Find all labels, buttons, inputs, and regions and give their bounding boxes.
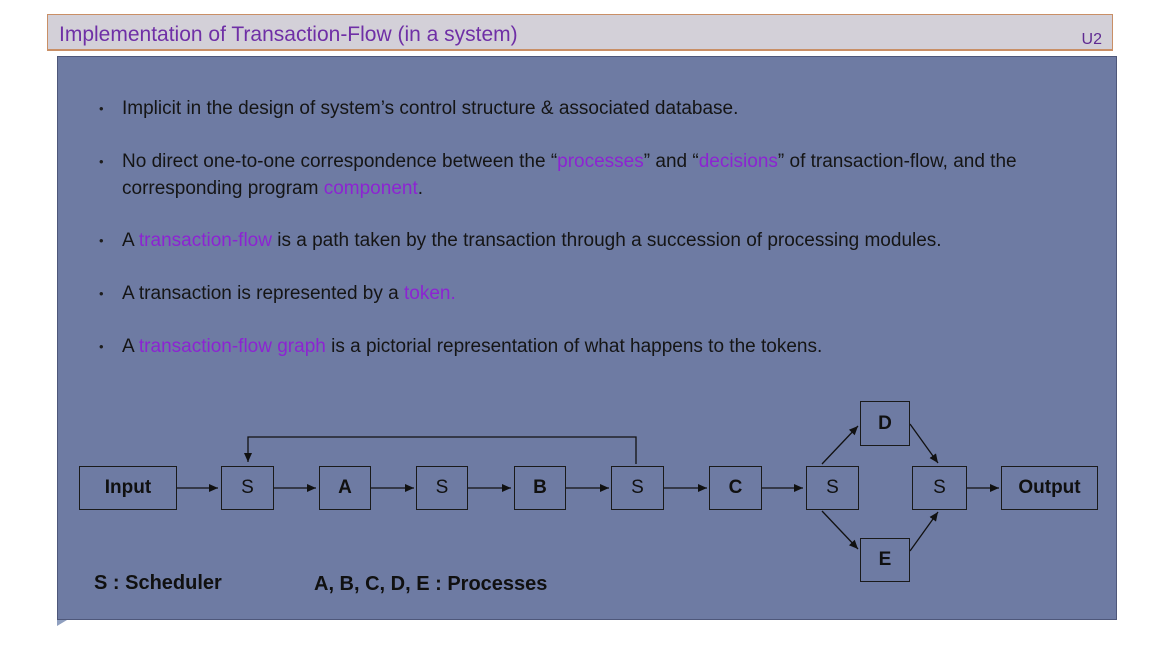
bullet-text-run: is a pictorial representation of what happens to the tokens. (325, 336, 823, 357)
node-label: B (533, 477, 547, 498)
node-label: E (878, 549, 892, 570)
unit-label: U2 (1081, 31, 1102, 48)
bullet-text-run: ” of transaction-flow, and the corresponding program (122, 151, 1017, 199)
bullet-dot-icon: • (99, 233, 104, 248)
bullet-text-run: No direct one-to-one correspondence between the “ (122, 151, 558, 172)
legend-scheduler: S : Scheduler (94, 572, 222, 594)
bullet-dot-icon: • (99, 154, 104, 169)
node-label: A (338, 477, 352, 498)
slide-title: Implementation of Transaction-Flow (in a system) (59, 23, 518, 46)
node-label: C (728, 477, 743, 498)
node-label: S (631, 477, 644, 498)
node-label: S (933, 477, 946, 498)
node-process-a (319, 466, 371, 510)
node-label: Output (1018, 477, 1081, 498)
node-process-b (514, 466, 566, 510)
node-scheduler (806, 466, 859, 510)
highlighted-term: component (323, 178, 418, 199)
node-label: S (826, 477, 839, 498)
node-output (1001, 466, 1098, 510)
highlighted-term: token (404, 283, 451, 304)
highlighted-term: transaction-flow (138, 230, 272, 251)
node-scheduler (611, 466, 664, 510)
highlighted-term: transaction-flow graph (138, 336, 326, 357)
edge-e-s (910, 512, 938, 551)
highlighted-term: decisions (698, 151, 778, 172)
bullet-dot-icon: • (99, 339, 104, 354)
node-label: Input (104, 477, 152, 498)
legend-processes: A, B, C, D, E : Processes (314, 573, 548, 595)
node-scheduler (221, 466, 274, 510)
edge-loop-back (248, 437, 636, 464)
bullet-text-run: A transaction is represented by a (122, 283, 404, 304)
bullet-text-run: is a path taken by the transaction through a succession of processing modules. (271, 230, 942, 251)
node-label: S (241, 477, 254, 498)
highlighted-term: . (450, 283, 456, 304)
edge-s-d (822, 426, 858, 464)
bullet-text-run: A (122, 230, 139, 251)
bullet-text-run: ” and “ (643, 151, 699, 172)
node-input (79, 466, 177, 510)
bullet-text-run: . (417, 178, 424, 199)
node-label: D (878, 412, 892, 434)
bullet-dot-icon: • (99, 101, 104, 116)
edge-d-s (910, 424, 938, 463)
node-process-d (860, 401, 910, 446)
highlighted-term: processes (557, 151, 644, 172)
bullet-text-run: A (122, 336, 139, 357)
node-label: S (435, 477, 449, 498)
node-scheduler (912, 466, 967, 510)
bullet-text-run: Implicit in the design of system’s control structure & associated database. (122, 98, 739, 119)
node-process-c (709, 466, 762, 510)
edge-s-e (822, 511, 858, 549)
bullet-dot-icon: • (99, 286, 104, 301)
node-process-e (860, 538, 910, 582)
node-scheduler (416, 466, 468, 510)
